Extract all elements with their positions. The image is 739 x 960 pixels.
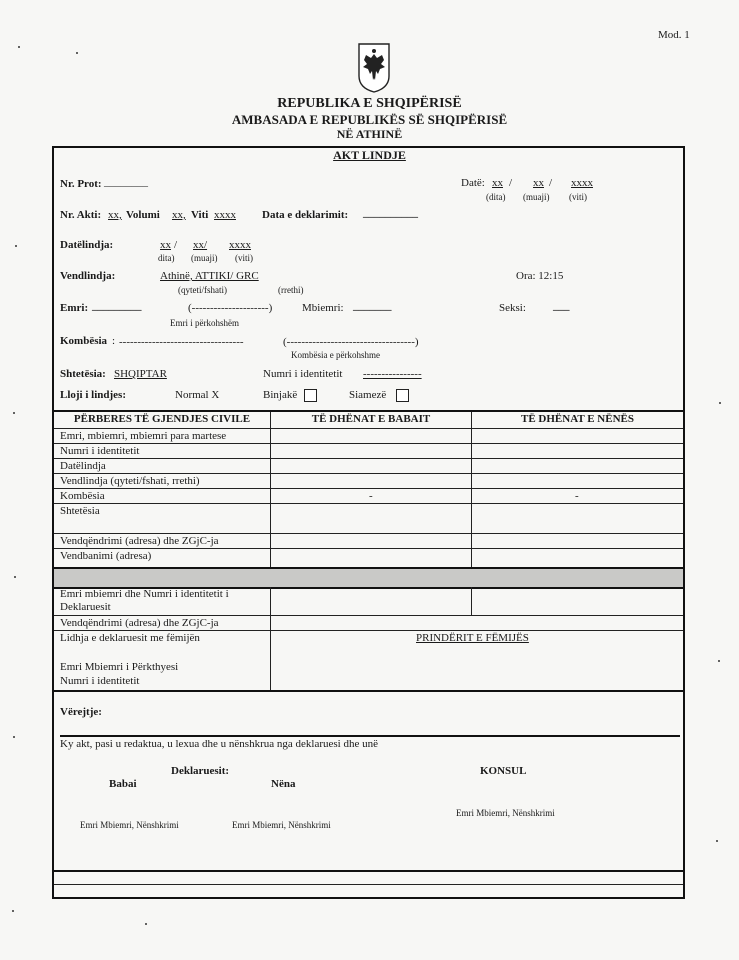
embassy-title: AMBASADA E REPUBLIKËS SË SHQIPËRISË bbox=[231, 112, 508, 127]
scan-speck bbox=[12, 910, 14, 912]
row-label-vendlindja: Vendlindja (qyteti/fshati, rrethi) bbox=[60, 475, 200, 487]
kombesia-field[interactable]: ---------------------------------- bbox=[119, 336, 244, 348]
emri-label: Emri: bbox=[60, 302, 89, 314]
scan-speck bbox=[76, 52, 78, 54]
scan-speck bbox=[719, 402, 721, 404]
volumi-label: Volumi bbox=[126, 209, 160, 221]
shtetesia-field[interactable]: SHQIPTAR bbox=[114, 368, 167, 380]
binjake-label: Binjakë bbox=[263, 389, 298, 401]
birth-year-field[interactable]: xxxx bbox=[229, 239, 251, 251]
document-title: AKT LINDJE bbox=[333, 148, 406, 162]
scan-speck bbox=[145, 923, 147, 925]
kombesia-perkohshme-field[interactable]: (-----------------------------------) bbox=[283, 336, 419, 348]
lloji-lindjes-label: Lloji i lindjes: bbox=[60, 389, 127, 401]
kombesia-colon: : bbox=[112, 335, 116, 347]
declarant-name-label-line2: Deklaruesit bbox=[60, 601, 111, 613]
deklaruesit-label: Deklaruesit: bbox=[171, 765, 230, 777]
declarant-relation-label: Lidhja e deklaruesit me fëmijën bbox=[60, 632, 200, 644]
kombesia-perkohshme-caption: Kombësia e përkohshme bbox=[291, 350, 380, 360]
shtetesia-label: Shtetësia: bbox=[60, 368, 106, 380]
form-model-label: Mod. 1 bbox=[658, 29, 690, 41]
viti-label: Viti bbox=[191, 209, 209, 221]
babai-kombesia-value[interactable]: - bbox=[369, 490, 373, 502]
datelindja-label: Datëlindja: bbox=[60, 239, 114, 251]
rrethi-caption: (rrethi) bbox=[278, 285, 304, 295]
mbiemri-field[interactable]: _______ bbox=[353, 300, 392, 312]
birth-month-caption: (muaji) bbox=[191, 253, 218, 263]
statement-text: Ky akt, pasi u redaktua, u lexua dhe u nënshkrua nga deklaruesi dhe unë bbox=[60, 738, 378, 750]
birth-date-separator: / bbox=[174, 239, 178, 251]
babai-label: Babai bbox=[109, 778, 137, 790]
column-header-perberes: PËRBERES TË GJENDJES CIVILE bbox=[73, 413, 251, 425]
row-label-datelindja: Datëlindja bbox=[60, 460, 106, 472]
volumi-field[interactable]: xx, bbox=[172, 209, 186, 221]
declarant-address-label: Vendqëndrimi (adresa) dhe ZGjC-ja bbox=[60, 617, 219, 629]
row-label-nr-id: Numri i identitetit bbox=[60, 445, 140, 457]
column-header-nena: TË DHËNAT E NËNËS bbox=[521, 413, 634, 425]
binjake-checkbox[interactable] bbox=[304, 389, 317, 402]
scan-speck bbox=[18, 46, 20, 48]
mbiemri-label: Mbiemri: bbox=[302, 302, 344, 314]
prinderit-value: PRINDËRIT E FËMIJËS bbox=[416, 632, 529, 644]
data-deklarimit-field[interactable]: __________ bbox=[363, 207, 418, 219]
row-label-kombesia: Kombësia bbox=[60, 490, 105, 502]
city-title: NË ATHINË bbox=[336, 127, 403, 141]
viti-field[interactable]: xxxx bbox=[214, 209, 236, 221]
declarant-name-label-line1: Emri mbiemri dhe Numri i identitetit i bbox=[60, 588, 229, 600]
birth-day-caption: dita) bbox=[158, 253, 175, 263]
seksi-label: Seksi: bbox=[499, 302, 526, 314]
scan-speck bbox=[716, 840, 718, 842]
babai-signature-caption: Emri Mbiemri, Nënshkrimi bbox=[80, 820, 179, 830]
nena-kombesia-value[interactable]: - bbox=[575, 490, 579, 502]
scan-speck bbox=[718, 660, 720, 662]
section-separator bbox=[54, 567, 683, 589]
republic-title: REPUBLIKA E SHQIPËRISË bbox=[277, 96, 462, 111]
seksi-field[interactable]: ___ bbox=[553, 300, 570, 312]
birth-month-field[interactable]: xx/ bbox=[193, 239, 208, 251]
nr-identitetit-field[interactable]: ---------------- bbox=[363, 368, 422, 380]
nr-akti-label: Nr. Akti: bbox=[60, 209, 102, 221]
albanian-eagle-emblem-icon bbox=[357, 42, 391, 99]
date-month-caption: (muaji) bbox=[523, 192, 550, 202]
column-header-babai: TË DHËNAT E BABAIT bbox=[311, 413, 431, 425]
birth-year-caption: (viti) bbox=[235, 253, 253, 263]
konsul-signature-caption: Emri Mbiemri, Nënshkrimi bbox=[456, 808, 555, 818]
vendlindja-label: Vendlindja: bbox=[60, 270, 116, 282]
scan-speck bbox=[13, 412, 15, 414]
row-label-vendqendrimi: Vendqëndrimi (adresa) dhe ZGjC-ja bbox=[60, 535, 219, 547]
row-label-vendbanimi: Vendbanimi (adresa) bbox=[60, 550, 152, 562]
emri-field[interactable]: _________ bbox=[92, 300, 142, 312]
qyteti-caption: (qyteti/fshati) bbox=[178, 285, 227, 295]
scan-speck bbox=[14, 576, 16, 578]
row-label-shtetesia: Shtetësia bbox=[60, 505, 100, 517]
birth-day-field[interactable]: xx bbox=[160, 239, 171, 251]
ora-field: Ora: 12:15 bbox=[516, 270, 564, 282]
date-month-field[interactable]: xx bbox=[533, 177, 544, 189]
date-day-caption: (dita) bbox=[486, 192, 506, 202]
siameze-checkbox[interactable] bbox=[396, 389, 409, 402]
date-separator: / bbox=[509, 177, 513, 189]
nr-prot-label: Nr. Prot: bbox=[60, 178, 102, 190]
emri-perkohshem-field[interactable]: (---------------------) bbox=[188, 302, 273, 314]
verejtje-label: Vërejtje: bbox=[60, 706, 102, 718]
konsul-label: KONSUL bbox=[480, 765, 527, 777]
scan-speck bbox=[15, 245, 17, 247]
date-label: Datë: bbox=[461, 177, 485, 189]
date-year-caption: (viti) bbox=[569, 192, 587, 202]
data-deklarimit-label: Data e deklarimit: bbox=[262, 209, 349, 221]
nr-prot-field[interactable]: ________ bbox=[104, 176, 148, 188]
emri-perkohshem-caption: Emri i përkohshëm bbox=[170, 318, 239, 328]
translator-id-label: Numri i identitetit bbox=[60, 675, 140, 687]
nena-label: Nëna bbox=[271, 778, 296, 790]
date-day-field[interactable]: xx bbox=[492, 177, 503, 189]
kombesia-label: Kombësia bbox=[60, 335, 108, 347]
scan-speck bbox=[13, 736, 15, 738]
normal-option[interactable]: Normal X bbox=[175, 389, 220, 401]
nena-signature-caption: Emri Mbiemri, Nënshkrimi bbox=[232, 820, 331, 830]
nr-identitetit-label: Numri i identitetit bbox=[263, 368, 343, 380]
siameze-label: Siamezë bbox=[349, 389, 387, 401]
date-separator: / bbox=[549, 177, 553, 189]
nr-akti-field[interactable]: xx, bbox=[108, 209, 122, 221]
translator-name-label: Emri Mbiemri i Përkthyesi bbox=[60, 661, 179, 673]
vendlindja-field[interactable]: Athinë, ATTIKI/ GRC bbox=[160, 270, 259, 282]
date-year-field[interactable]: xxxx bbox=[571, 177, 593, 189]
row-label-emri: Emri, mbiemri, mbiemri para martese bbox=[60, 430, 227, 442]
